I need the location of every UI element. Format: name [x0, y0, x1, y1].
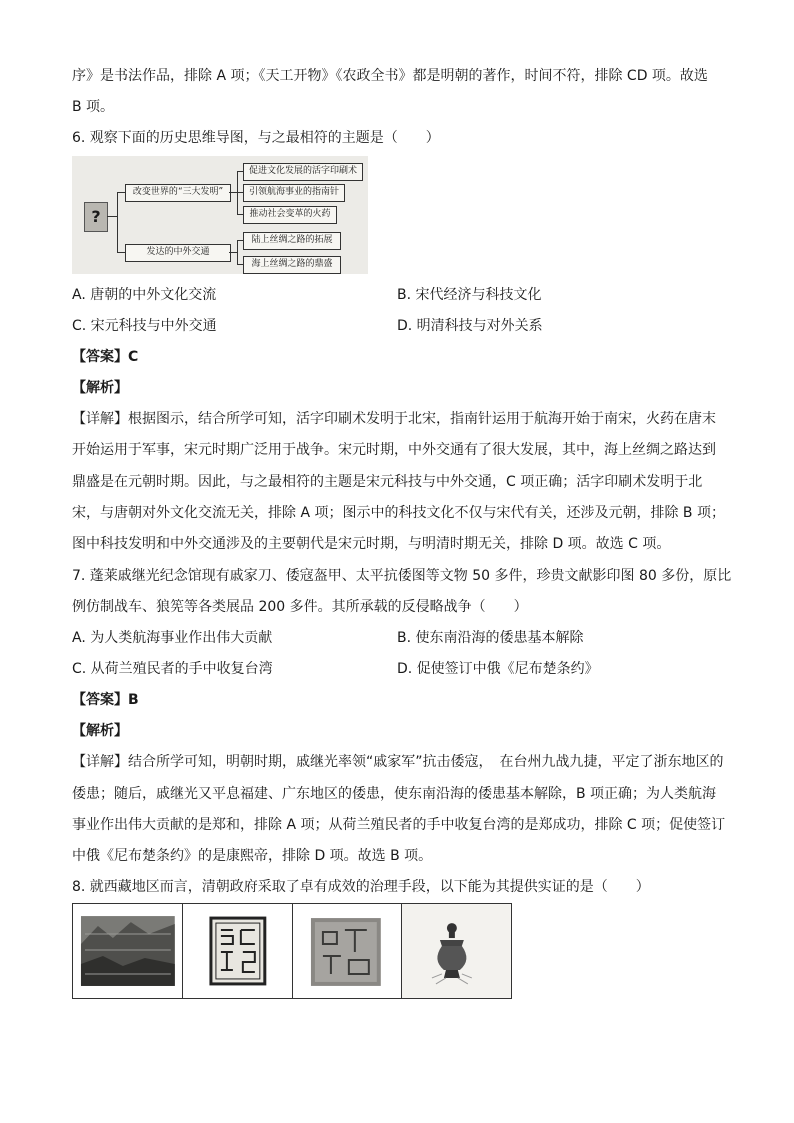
- mind-map-leaf: 海上丝绸之路的鼎盛: [243, 256, 341, 274]
- q6-detail: 图中科技发明和中外交通涉及的主要朝代是宋元时期，与明清时期无关，排除 D 项。故选 C 项。: [72, 536, 671, 552]
- q6-detail: 鼎盛是在元朝时期。因此，与之最相符的主题是宋元科技与中外交通，C 项正确；活字印刷术发明于北: [72, 474, 703, 490]
- q6-analysis-label: 【解析】: [72, 380, 128, 396]
- q6-detail: 宋，与唐朝对外文化交流无关，排除 A 项；图示中的科技文化不仅与宋代有关，还涉及元朝，排除 B 项；: [72, 505, 725, 521]
- mind-map-leaf: 陆上丝绸之路的拓展: [243, 232, 341, 250]
- mind-map-leaf: 促进文化发展的活字印刷术: [243, 163, 363, 181]
- q8-image-seal-stamp: [293, 904, 403, 998]
- text-line: B 项。: [72, 99, 115, 115]
- q7-detail: 【详解】结合所学可知，明朝时期，戚继光率领“戚家军”抗击倭寇， 在台州九战九捷，平定了浙东地区的: [72, 754, 724, 770]
- q7-option-b: B. 使东南沿海的倭患基本解除: [397, 630, 584, 646]
- question-7-stem: 7. 蓬莱戚继光纪念馆现有戚家刀、倭寇盔甲、太平抗倭图等文物 50 多件，珍贵文献影印图 80 多份，原比: [72, 568, 732, 584]
- mind-map-branch-transport: 发达的中外交通: [125, 244, 231, 262]
- q6-detail: 【详解】根据图示，结合所学可知，活字印刷术发明于北宋，指南针运用于航海开始于南宋，火药在唐末: [72, 411, 716, 427]
- history-mind-map: [72, 156, 368, 274]
- q8-image-row: [72, 903, 512, 999]
- q7-option-d: D. 促使签订中俄《尼布楚条约》: [397, 661, 599, 677]
- q6-answer: 【答案】C: [72, 349, 139, 365]
- question-6-stem: 6. 观察下面的历史思维导图，与之最相符的主题是（ ）: [72, 130, 440, 146]
- text-line: 序》是书法作品，排除 A 项；《天工开物》《农政全书》都是明朝的著作，时间不符，排除 CD 项。故选: [72, 68, 708, 84]
- q6-option-d: D. 明清科技与对外关系: [397, 318, 543, 334]
- q6-option-a: A. 唐朝的中外文化交流: [72, 287, 217, 303]
- q7-detail: 倭患；随后，戚继光又平息福建、广东地区的倭患，使东南沿海的倭患基本解除，B 项正确；为人类航海: [72, 786, 717, 802]
- mind-map-root: ?: [84, 202, 108, 232]
- q7-option-c: C. 从荷兰殖民者的手中收复台湾: [72, 661, 273, 677]
- q7-answer: 【答案】B: [72, 692, 139, 708]
- mind-map-leaf: 推动社会变革的火药: [243, 206, 337, 224]
- q8-image-seal-script: [183, 904, 293, 998]
- q6-detail: 开始运用于军事，宋元时期广泛用于战争。宋元时期，中外交通有了很大发展，其中，海上丝绸之路达到: [72, 442, 716, 458]
- mind-map-leaf: 引领航海事业的指南针: [243, 184, 345, 202]
- q7-option-a: A. 为人类航海事业作出伟大贡献: [72, 630, 273, 646]
- q6-option-c: C. 宋元科技与中外交通: [72, 318, 217, 334]
- q8-image-landscape: [73, 904, 183, 998]
- q7-detail: 中俄《尼布楚条约》的是康熙帝，排除 D 项。故选 B 项。: [72, 848, 433, 864]
- q8-image-golden-urn: [402, 904, 511, 998]
- question-7-stem: 例仿制战车、狼筅等各类展品 200 多件。其所承载的反侵略战争（ ）: [72, 599, 528, 615]
- q7-analysis-label: 【解析】: [72, 723, 128, 739]
- q7-detail: 事业作出伟大贡献的是郑和，排除 A 项；从荷兰殖民者的手中收复台湾的是郑成功，排除 C 项；促使签订: [72, 817, 726, 833]
- mind-map-branch-inventions: 改变世界的“三大发明”: [125, 184, 231, 202]
- question-8-stem: 8. 就西藏地区而言，清朝政府采取了卓有成效的治理手段，以下能为其提供实证的是（ ）: [72, 879, 650, 895]
- q6-option-b: B. 宋代经济与科技文化: [397, 287, 542, 303]
